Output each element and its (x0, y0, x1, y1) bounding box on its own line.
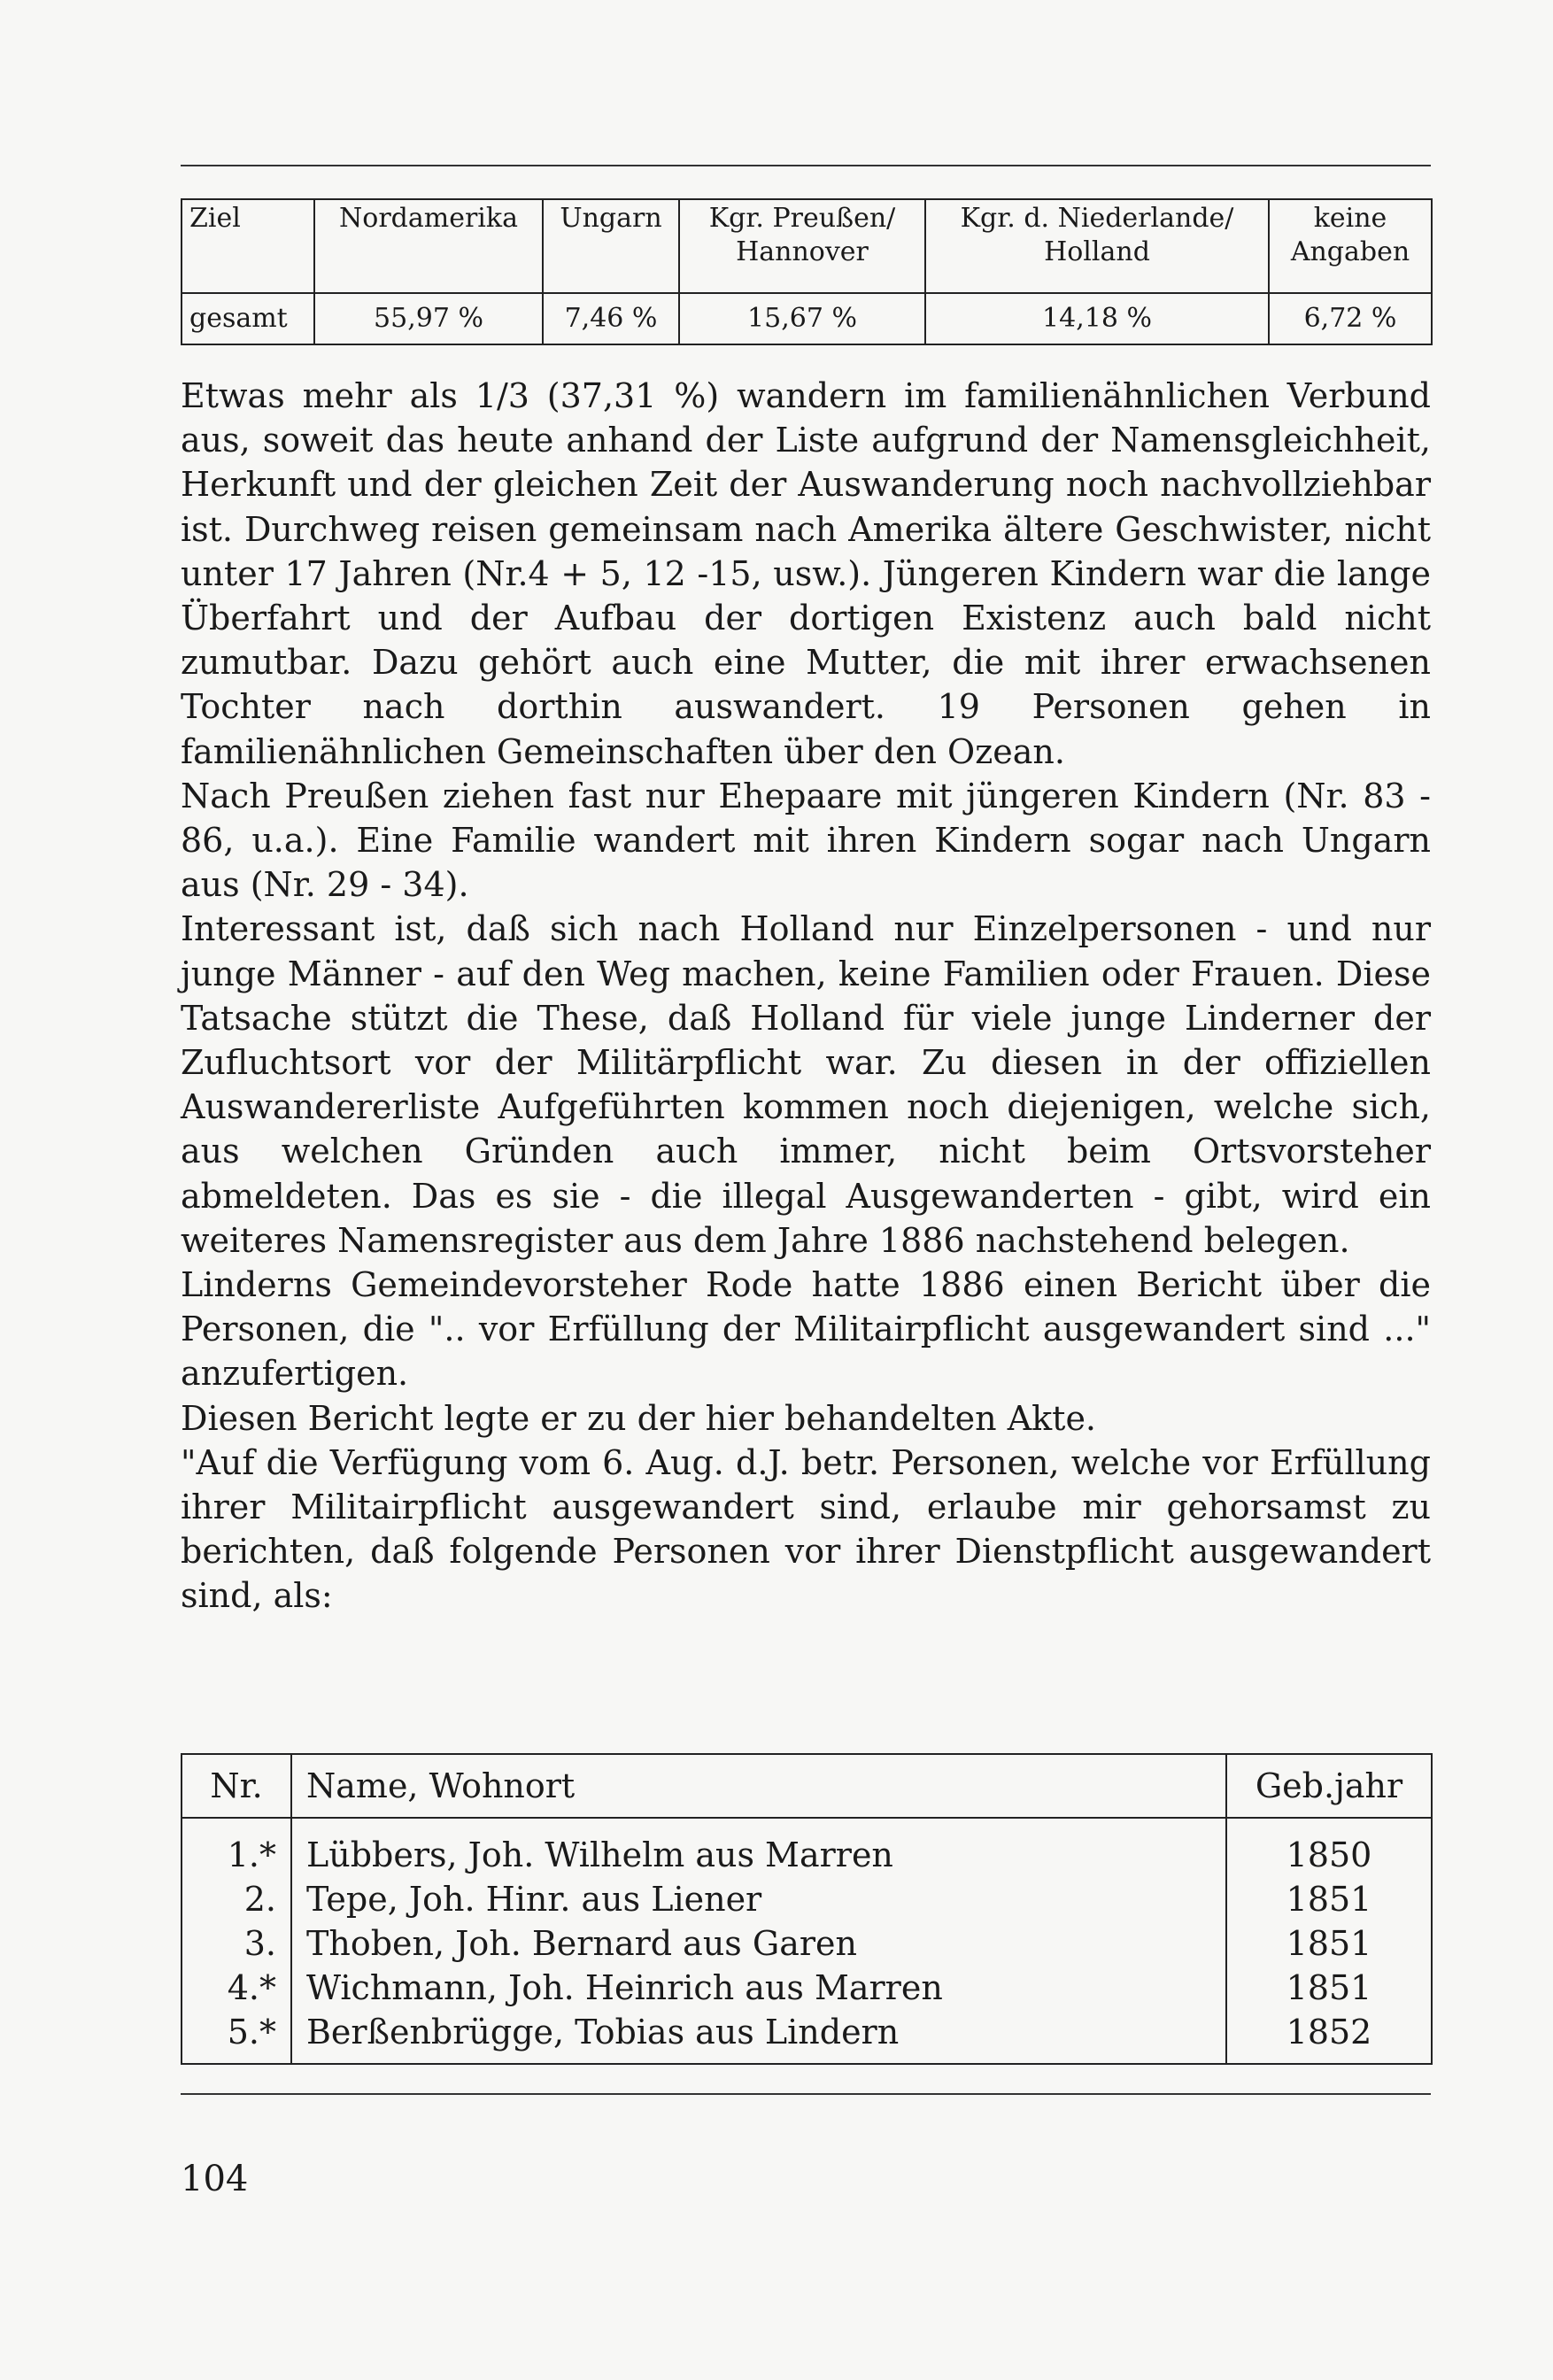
value-cell: 6,72 % (1269, 293, 1432, 344)
table-row (182, 1966, 1432, 2010)
table-row (182, 1818, 1432, 1877)
name-cell: Thoben, Joh. Bernard aus Garen (291, 1921, 1226, 1966)
paragraph: Linderns Gemeindevorsteher Rode hatte 1886 einen Bericht über die Personen, die ".. vor Erfüllung der Militairpflicht ausgewandert sind ..." anzufertigen. (181, 1265, 1431, 1394)
value-cell: 55,97 % (314, 293, 543, 344)
table-row (182, 1877, 1432, 1921)
header-cell: Kgr. d. Niederlande/ Holland (925, 199, 1269, 293)
nr-cell: 3. (182, 1921, 291, 1966)
year-cell: 1851 (1226, 1877, 1432, 1921)
header-cell: Geb.jahr (1226, 1754, 1432, 1818)
name-cell: Lübbers, Joh. Wilhelm aus Marren (291, 1818, 1226, 1877)
name-cell: Wichmann, Joh. Heinrich aus Marren (291, 1966, 1226, 2010)
year-cell: 1851 (1226, 1921, 1432, 1966)
header-cell: keine Angaben (1269, 199, 1432, 293)
nr-cell: 1.* (182, 1818, 291, 1877)
header-cell: Name, Wohnort (291, 1754, 1226, 1818)
year-cell: 1851 (1226, 1966, 1432, 2010)
bottom-rule (181, 2093, 1431, 2095)
header-cell: Kgr. Preußen/ Hannover (679, 199, 925, 293)
paragraph: Etwas mehr als 1/3 (37,31 %) wandern im familienähnlichen Verbund aus, soweit das heute anhand der Liste aufgrund der Namensgleichheit, Herkunft und der gleichen Zeit der Auswanderung noch nachvollziehbar ist. Durchweg reisen gemeinsam nach Amerika ältere Geschwister, nicht unter 17 Jahren (Nr.4 + 5, 12 -15, usw.). Jüngeren Kindern war die lange Überfahrt und der Aufbau der dortigen Existenz auch bald nicht zumutbar. Dazu gehört auch eine Mutter, die mit ihrer erwachsenen Tochter nach dorthin auswandert. 19 Personen gehen in familienähnlichen Gemeinschaften über den Ozean. (181, 376, 1431, 771)
destination-header-row (182, 199, 1432, 293)
value-cell: 14,18 % (925, 293, 1269, 344)
nr-cell: 2. (182, 1877, 291, 1921)
name-cell: Berßenbrügge, Tobias aus Lindern (291, 2010, 1226, 2064)
header-cell: Nr. (182, 1754, 291, 1818)
page-number: 104 (181, 2159, 249, 2199)
destination-table (181, 198, 1433, 345)
paragraph: Nach Preußen ziehen fast nur Ehepaare mit jüngeren Kindern (Nr. 83 - 86, u.a.). Eine Familie wandert mit ihren Kindern sogar nach Ungarn aus (Nr. 29 - 34). (181, 776, 1431, 905)
row-label: gesamt (182, 293, 314, 344)
names-table (181, 1753, 1433, 2065)
paragraph: "Auf die Verfügung vom 6. Aug. d.J. betr. Personen, welche vor Erfüllung ihrer Militairpflicht ausgewandert sind, erlaube mir gehorsamst zu berichten, daß folgende Personen vor ihrer Dienstpflicht ausgewandert sind, als: (181, 1442, 1431, 1616)
body-text (181, 374, 1431, 1619)
year-cell: 1850 (1226, 1818, 1432, 1877)
paragraph: Interessant ist, daß sich nach Holland nur Einzelpersonen - und nur junge Männer - auf den Weg machen, keine Familien oder Frauen. Diese Tatsache stützt die These, daß Holland für viele junge Linderner der Zufluchtsort vor der Militärpflicht war. Zu diesen in der offiziellen Auswandererliste Aufgeführten kommen noch diejenigen, welche sich, aus welchen Gründen auch immer, nicht beim Ortsvorsteher abmeldeten. Das es sie - die illegal Ausgewanderten - gibt, wird ein weiteres Namensregister aus dem Jahre 1886 nachstehend belegen. (181, 909, 1431, 1260)
header-cell: Nordamerika (314, 199, 543, 293)
top-rule (181, 165, 1431, 166)
value-cell: 7,46 % (543, 293, 679, 344)
table-row (182, 1921, 1432, 1966)
value-cell: 15,67 % (679, 293, 925, 344)
name-cell: Tepe, Joh. Hinr. aus Liener (291, 1877, 1226, 1921)
nr-cell: 5.* (182, 2010, 291, 2064)
table-row (182, 2010, 1432, 2064)
header-cell: Ungarn (543, 199, 679, 293)
year-cell: 1852 (1226, 2010, 1432, 2064)
nr-cell: 4.* (182, 1966, 291, 2010)
paragraph: Diesen Bericht legte er zu der hier behandelten Akte. (181, 1398, 1097, 1438)
names-header-row (182, 1754, 1432, 1818)
destination-totals-row (182, 293, 1432, 344)
header-cell: Ziel (182, 199, 314, 293)
